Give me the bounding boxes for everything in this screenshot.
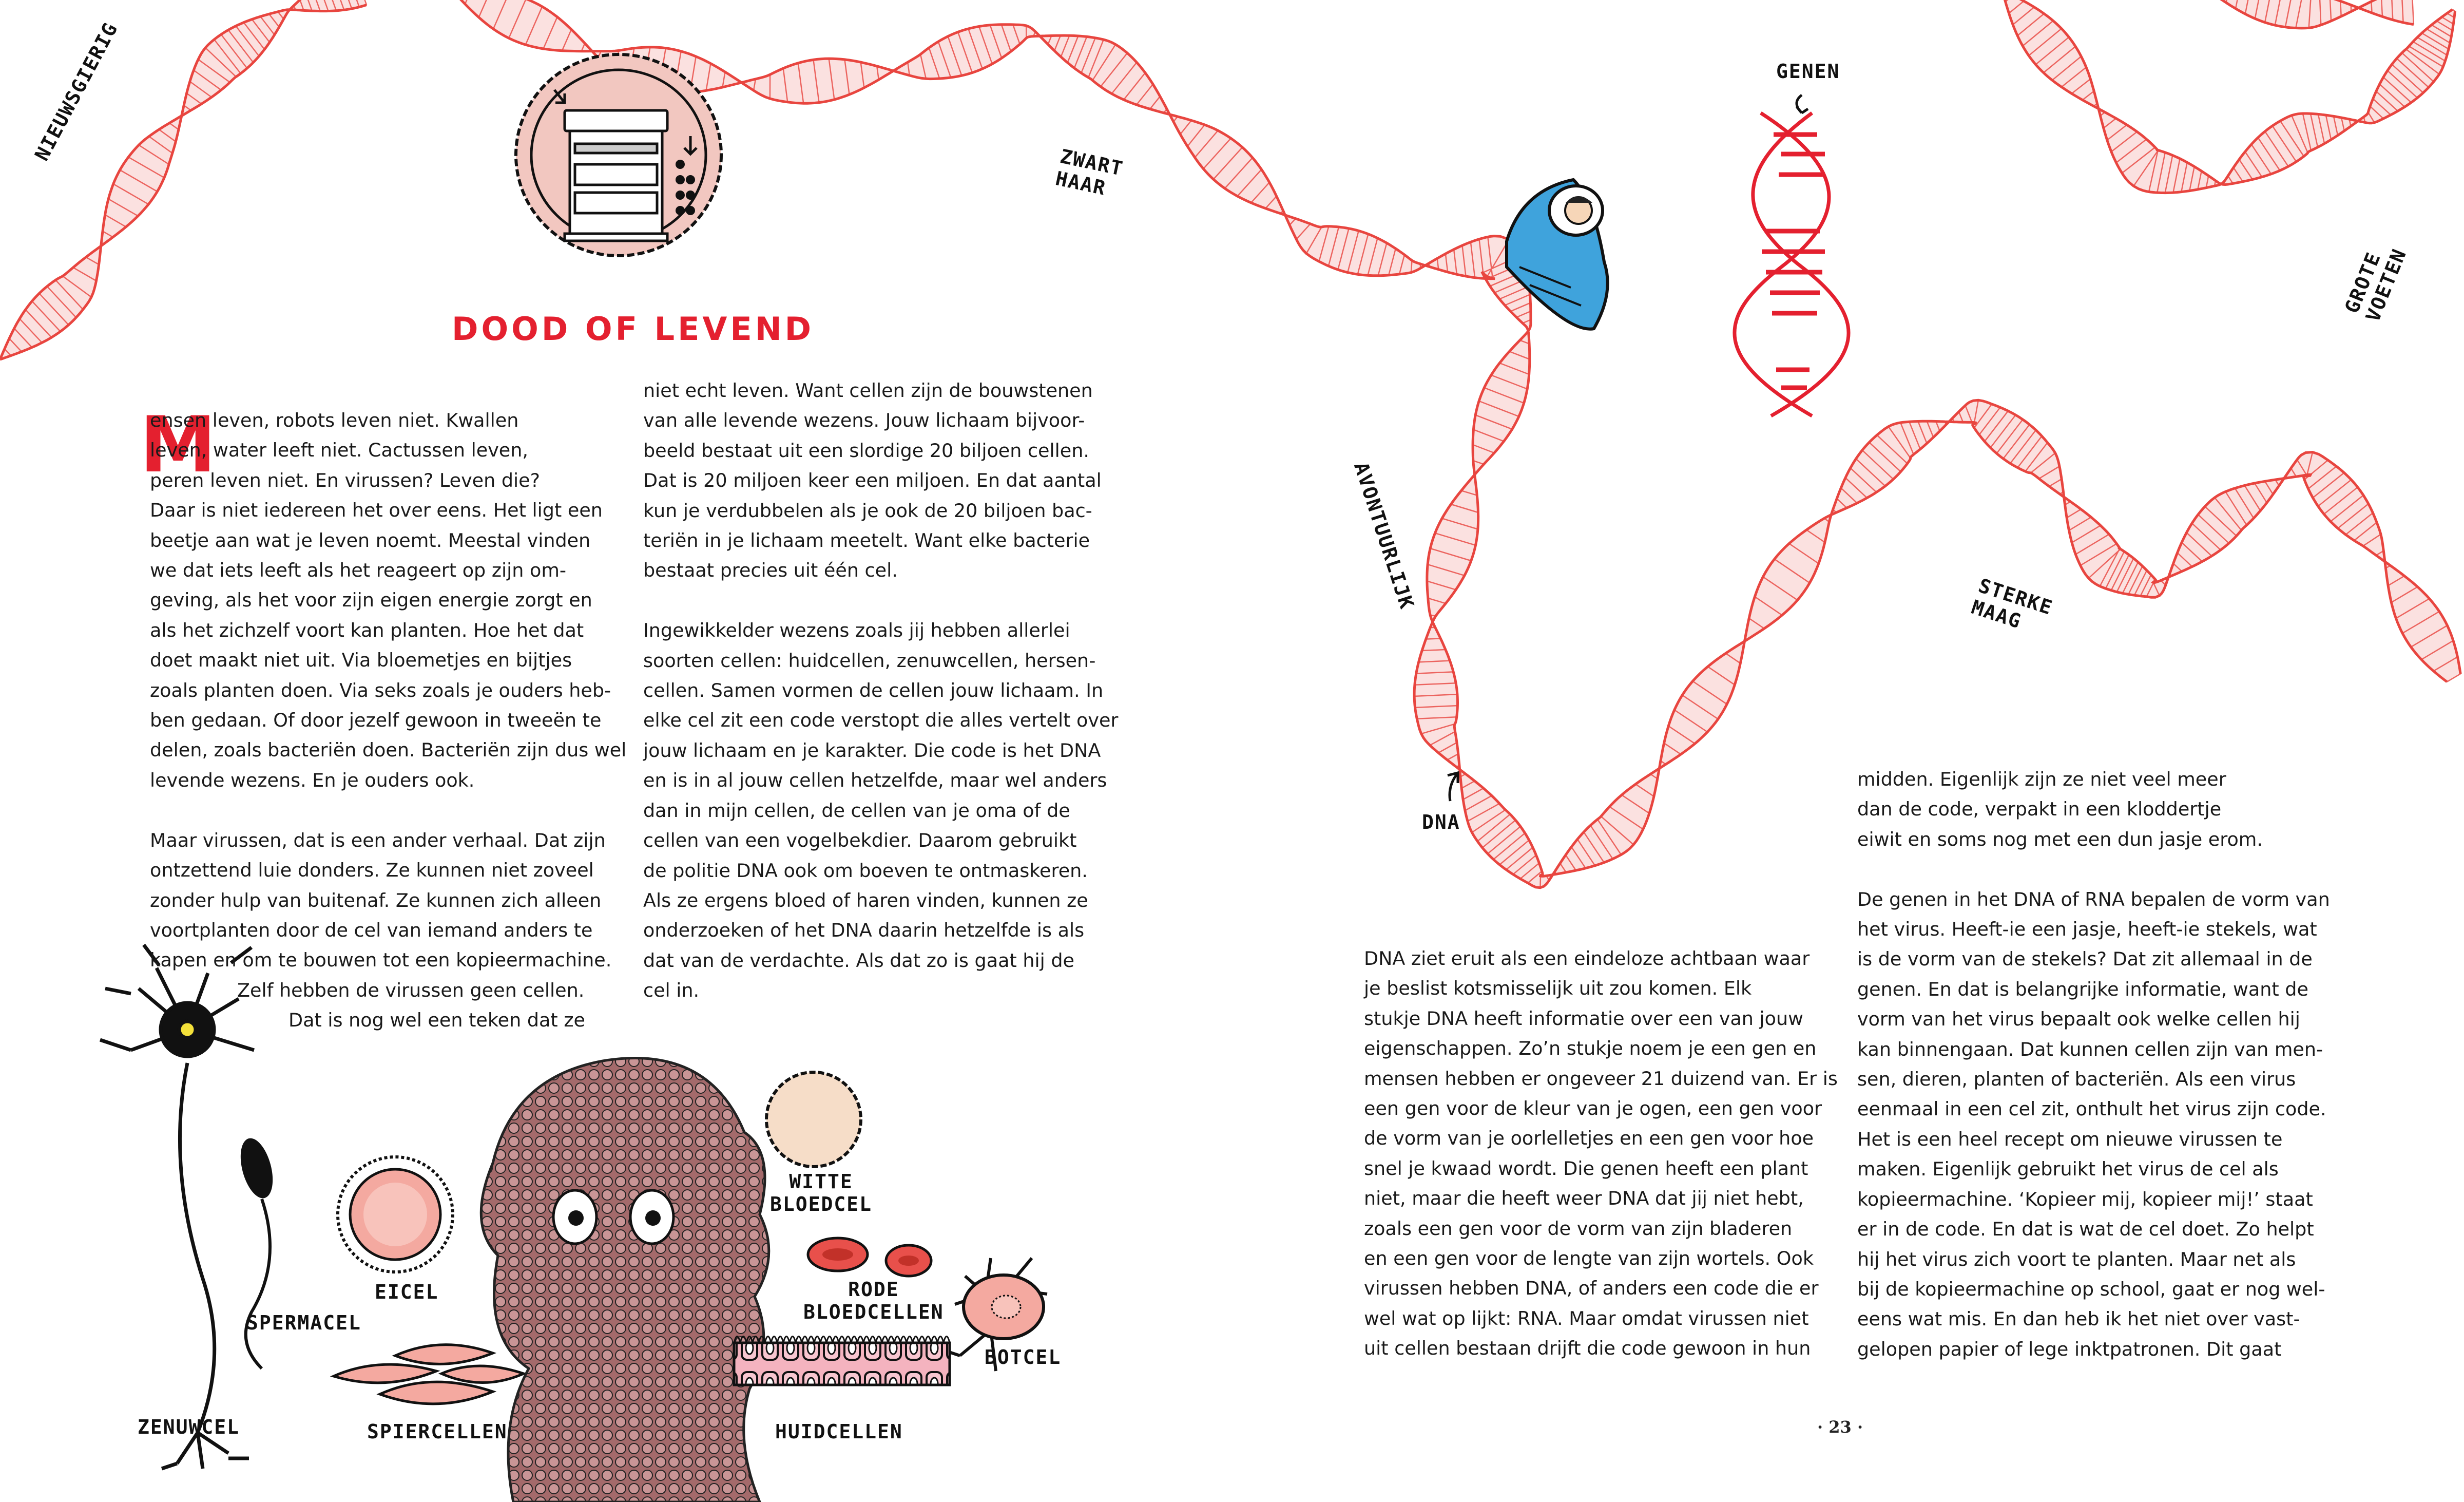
text-line: er in de code. En dat is wat de cel doet. Zo helpt [1857,1218,2314,1241]
text-line: elke cel zit een code verstopt die alles vertelt over [643,709,1119,732]
text-line: cellen. Samen vormen de cellen jouw lichaam. In [643,679,1104,702]
text-line: Dat is 20 miljoen keer een miljoen. En dat aantal [643,469,1102,492]
label-dna: DNA [1422,811,1460,833]
helix-ribbon [0,0,367,359]
text-line: dan de code, verpakt in een kloddertje [1857,798,2222,821]
right-page-column-2 [1857,765,2330,1364]
text-line: DNA ziet eruit als een eindeloze achtbaan waar [1364,947,1810,969]
text-line: cellen van een vogelbekdier. Daarom gebruikt [643,829,1077,852]
text-line: kapen en om te bouwen tot een kopieermachine. [150,949,612,972]
red-blood-cell-icon [808,1238,931,1276]
label-spiercellen: SPIERCELLEN [367,1420,508,1443]
text-line [1857,854,2330,884]
text-line: van alle levende wezens. Jouw lichaam bijvoor- [643,409,1085,432]
text-line: bij de kopieermachine op school, gaat er nog wel- [1857,1278,2325,1300]
text-line [643,586,1118,616]
text-line: uit cellen bestaan drijft die code gewoon in hun [1364,1337,1811,1360]
text-line: als het zichzelf voort kan planten. Hoe het dat [150,619,584,641]
small-gene-helix [1735,95,1849,416]
text-line: delen, zoals bacteriën doen. Bacteriën zijn dus wel [150,739,627,762]
text-line: niet, maar die heeft weer DNA dat jij niet hebt, [1364,1187,1804,1210]
text-line: kun je verdubbelen als je ook de 20 biljoen bac- [643,499,1092,522]
text-line: ontzettend luie donders. Ze kunnen niet zoveel [150,859,594,882]
label-sterke-maag: STERKE MAAG [1969,574,2056,633]
text-line: kopieermachine. ‘Kopieer mij, kopieer mij!’ staat [1857,1188,2313,1210]
text-line: is de vorm van de stekels? Dat zit allemaal in de [1857,948,2313,971]
label-avontuurlijk: AVONTUURLIJK [1350,459,1419,613]
page-number: · 23 · [1817,1417,1863,1437]
text-line: voortplanten door de cel van iemand anders te [150,919,593,941]
text-line: De genen in het DNA of RNA bepalen de vorm van [1857,888,2330,910]
text-line: vorm van het virus bepaalt ook welke cellen hij [1857,1008,2300,1031]
text-line: Maar virussen, dat is een ander verhaal. Dat zijn [150,829,606,851]
text-line: geving, als het voor zijn eigen energie zorgt en [150,589,592,612]
text-line: zoals een gen voor de vorm van zijn bladeren [1364,1217,1793,1240]
label-grote-voeten: GROTE VOETEN [2340,245,2411,325]
right-page-column-1 [1364,944,1838,1364]
text-line: zonder hulp van buitenaf. Ze kunnen zich alleen [150,889,602,911]
text-line: Het is een heel recept om nieuwe virussen te [1857,1128,2283,1150]
text-line: en is in al jouw cellen hetzelfde, maar wel anders [643,769,1107,792]
text-line: ensen leven, robots leven niet. Kwallen [150,409,519,431]
text-line: midden. Eigenlijk zijn ze niet veel meer [1857,768,2226,790]
text-line: een gen voor de kleur van je ogen, een gen voor [1364,1097,1822,1120]
text-line: beeld bestaat uit een slordige 20 biljoen cellen. [643,439,1089,462]
text-line: levende wezens. En je ouders ook. [150,769,475,791]
label-nieuwsgierig: NIEUWSGIERIG [30,18,123,165]
text-line: dat van de verdachte. Als dat zo is gaat hij de [643,949,1074,972]
article-title: DOOD OF LEVEND [452,310,815,348]
left-page-column-1 [150,406,626,1036]
label-rode-bloedcellen: RODE BLOEDCELLEN [803,1278,944,1323]
label-zwart-haar: ZWART HAAR [1053,145,1126,200]
text-line: stukje DNA heeft informatie over een van jouw [1364,1007,1804,1030]
text-line: wel wat op lijkt: RNA. Maar omdat virussen niet [1364,1307,1809,1329]
text-line: eens wat mis. En dan heb ik het niet over vast- [1857,1308,2300,1330]
text-line: eigenschappen. Zo’n stukje noem je een gen en [1364,1037,1817,1060]
text-line: snel je kwaad wordt. Die genen heeft een plant [1364,1157,1808,1180]
text-line: ben gedaan. Of door jezelf gewoon in tweeën te [150,709,602,732]
text-line: niet echt leven. Want cellen zijn de bouwstenen [643,379,1093,402]
text-line: zoals planten doen. Via seks zoals je ouders heb- [150,679,611,701]
label-spermacel: SPERMACEL [246,1311,361,1334]
text-line: teriën in je lichaam meetelt. Want elke bacterie [643,529,1090,552]
muscle-cells-icon [334,1345,524,1404]
label-huidcellen: HUIDCELLEN [775,1420,903,1443]
text-line: Als ze ergens bloed of haren vinden, kunnen ze [643,889,1088,911]
text-line: Zelf hebben de virussen geen cellen. [237,979,585,1001]
text-line: het virus. Heeft-ie een jasje, heeft-ie stekels, wat [1857,918,2317,941]
text-line [150,795,626,825]
text-line: sen, dieren, planten of bacteriën. Als een virus [1857,1068,2296,1091]
text-line: virussen hebben DNA, of anders een code die er [1364,1277,1819,1300]
text-line: we dat iets leeft als het reageert op zijn om- [150,559,567,582]
cell-blob-creature-icon [481,1058,769,1502]
text-line: doet maakt niet uit. Via bloemetjes en bijtjes [150,649,572,672]
text-line: Daar is niet iedereen het over eens. Het ligt een [150,499,603,522]
text-line: gelopen papier of lege inktpatronen. Dit gaat [1857,1338,2282,1360]
text-line: bestaat precies uit één cel. [643,559,898,582]
text-line: je beslist kotsmisselijk uit zou komen. Elk [1364,977,1752,1000]
text-line: cel in. [643,979,700,1002]
copier-badge [516,54,721,256]
text-line: soorten cellen: huidcellen, zenuwcellen, hersen- [643,649,1096,672]
label-witte-bloedcel: WITTE BLOEDCEL [770,1170,873,1215]
text-line: hij het virus zich voort te planten. Maar net als [1857,1248,2296,1270]
text-line: onderzoeken of het DNA daarin hetzelfde is als [643,919,1085,942]
label-zenuwcel: ZENUWCEL [138,1416,240,1438]
text-line: en een gen voor de lengte van zijn wortels. Ook [1364,1247,1814,1270]
helix-ribbon [2002,0,2455,193]
text-line: jouw lichaam en je karakter. Die code is het DNA [643,739,1101,762]
text-line: maken. Eigenlijk gebruikt het virus de cel als [1857,1158,2279,1181]
egg-cell-icon [338,1157,453,1272]
text-line: genen. En dat is belangrijke informatie, want de [1857,978,2308,1000]
text-line: eiwit en soms nog met een dun jasje erom. [1857,828,2263,850]
text-line: eenmaal in een cel zit, onthult het virus zijn code. [1857,1098,2326,1120]
label-eicel: EICEL [375,1281,439,1303]
white-blood-cell-icon [766,1072,861,1167]
text-line: peren leven niet. En virussen? Leven die? [150,469,541,491]
text-line: dan in mijn cellen, de cellen van je oma of de [643,799,1070,822]
skin-cells-icon [734,1337,950,1385]
text-line: Ingewikkelder wezens zoals jij hebben allerlei [643,619,1070,642]
label-genen: GENEN [1776,60,1840,83]
text-line: Dat is nog wel een teken dat ze [288,1009,585,1032]
drop-cap: M [140,401,217,490]
text-line: de politie DNA ook om boeven te ontmaskeren. [643,859,1088,882]
label-botcel: BOTCEL [985,1346,1062,1368]
text-line: leven, water leeft niet. Cactussen leven, [150,439,528,462]
label-arrows [1448,773,1458,801]
text-line: kan binnengaan. Dat kunnen cellen zijn van men- [1857,1038,2323,1060]
text-line: de vorm van je oorlelletjes en een gen voor hoe [1364,1127,1814,1150]
left-page-column-2 [643,376,1118,1006]
copier-icon [565,110,667,241]
text-line: mensen hebben er ongeveer 21 duizend van. Er is [1364,1067,1838,1090]
text-line: beetje aan wat je leven noemt. Meestal vinden [150,529,591,552]
